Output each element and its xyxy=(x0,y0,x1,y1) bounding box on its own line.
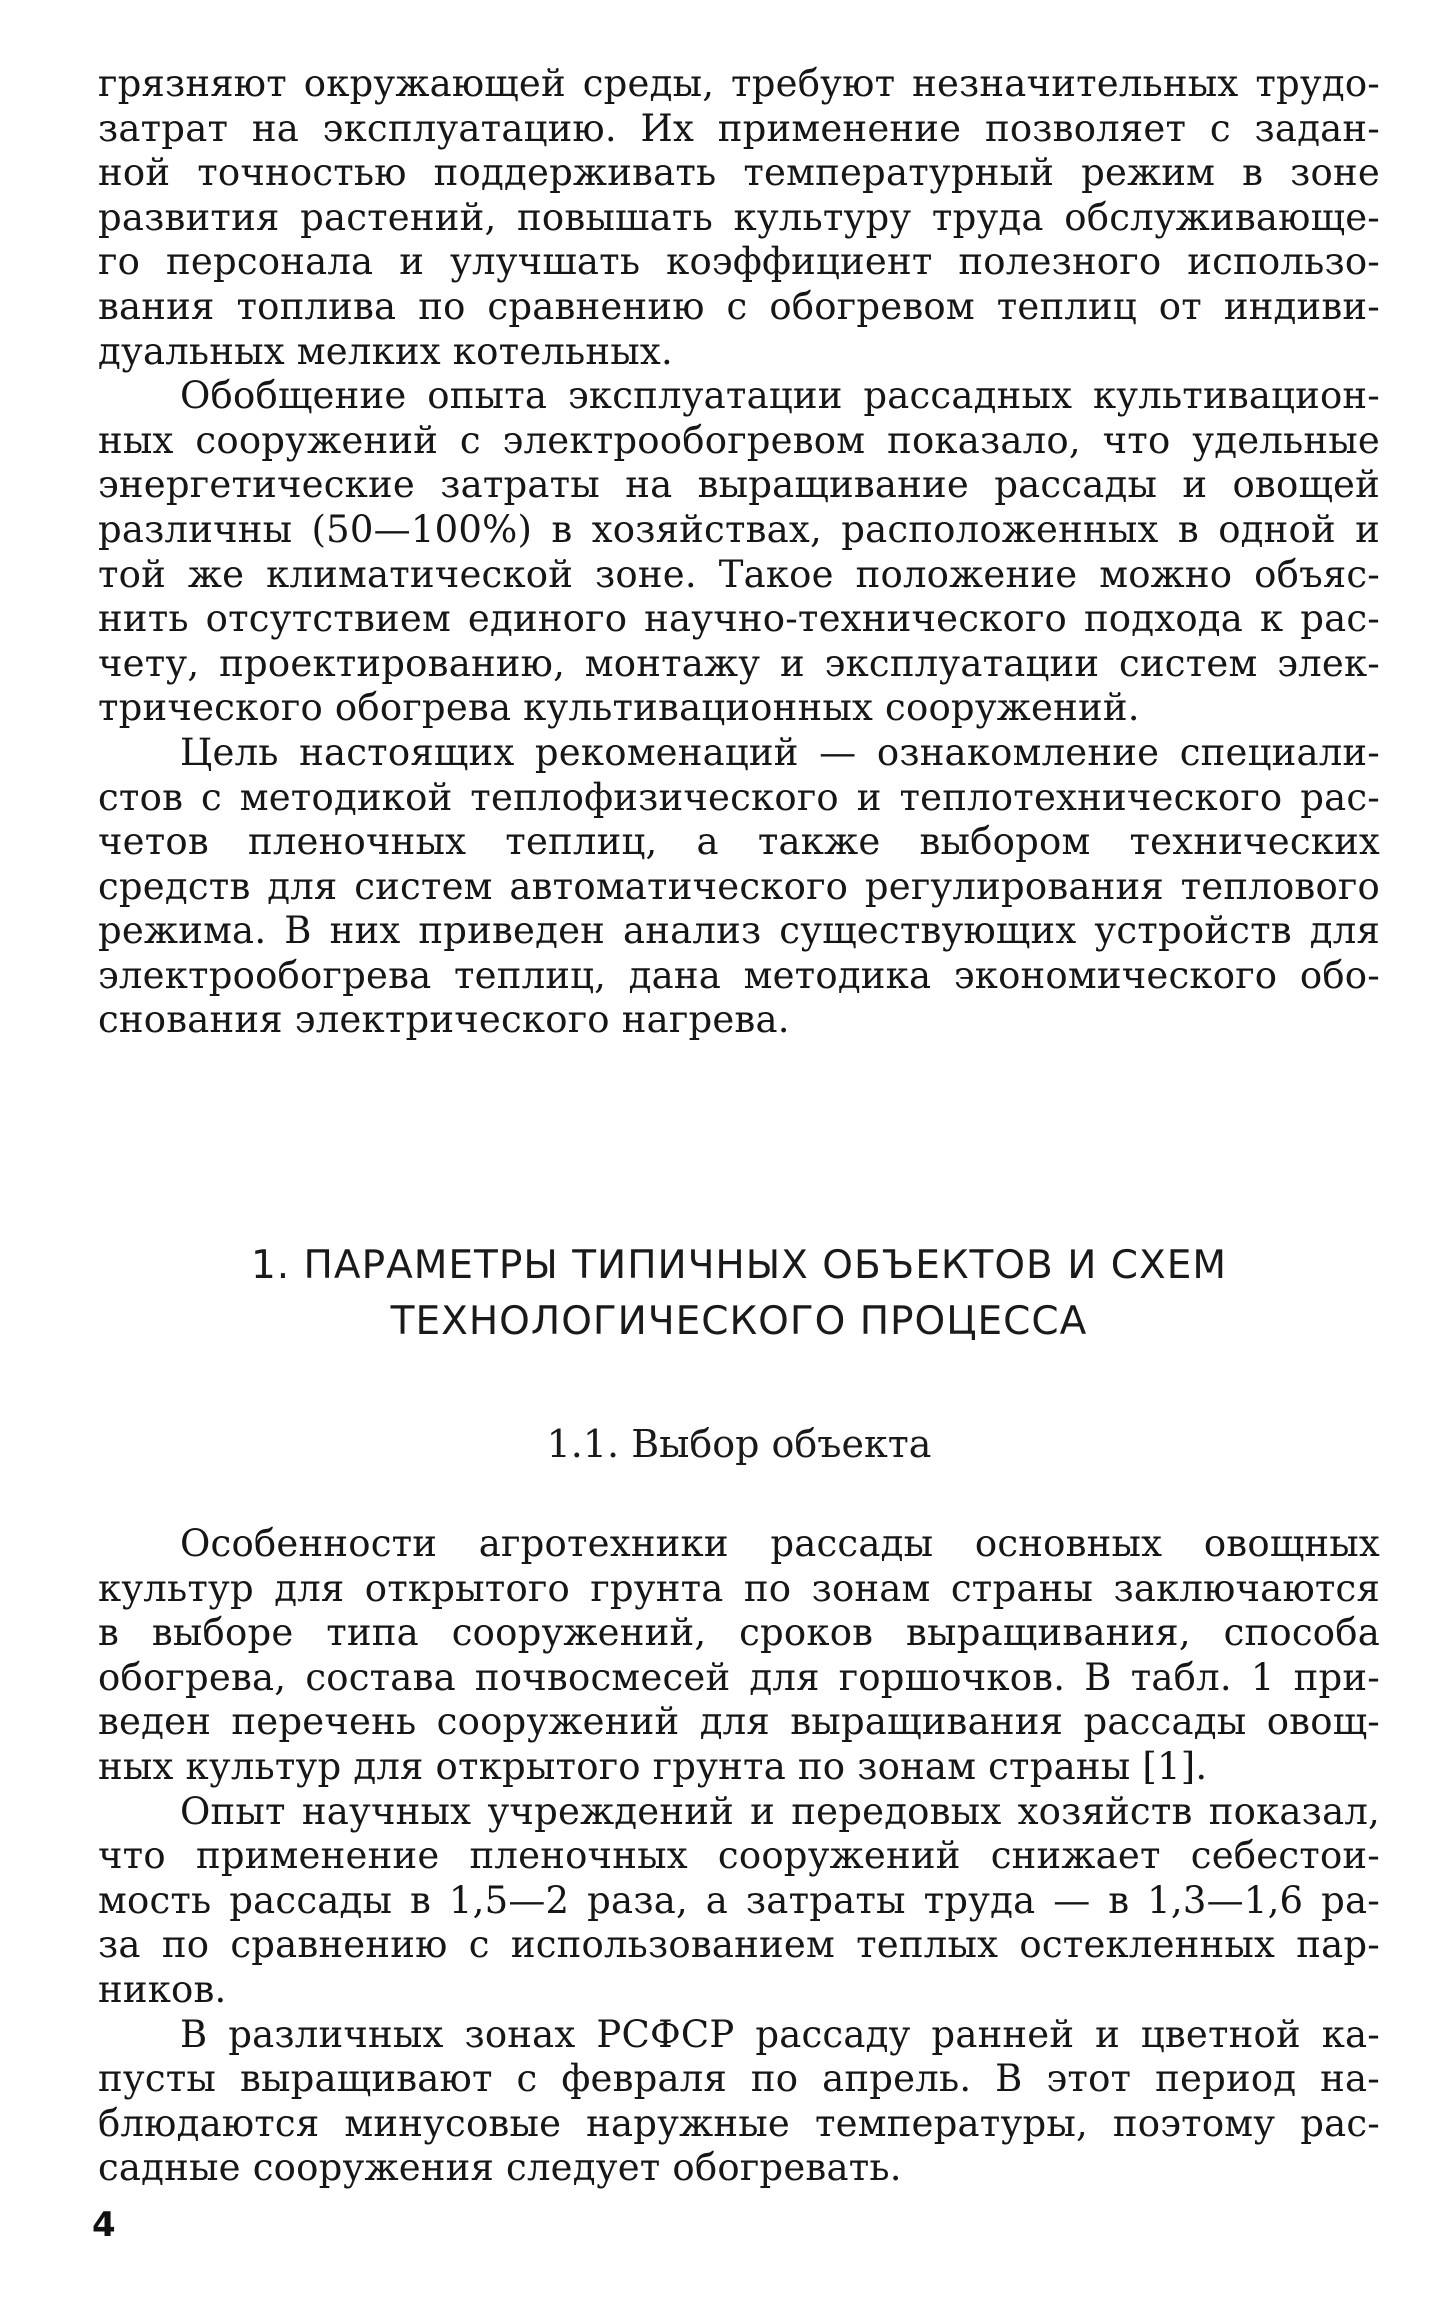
subsection-title: 1.1. Выбор объекта xyxy=(546,1422,932,1466)
text-line: за по сравнению с использованием теплых остекленных пар- xyxy=(98,1923,1380,1967)
paragraph-intro-continuation xyxy=(98,62,1380,374)
text-block-top xyxy=(98,62,1380,1043)
text-line: го персонала и улучшать коэффициент полезного использо- xyxy=(98,240,1380,284)
text-line: грязняют окружающей среды, требуют незначительных трудо- xyxy=(98,62,1380,105)
paragraph-experience-summary xyxy=(98,374,1380,731)
text-line: чету, проектированию, монтажу и эксплуатации систем элек- xyxy=(98,641,1380,685)
paragraph-agrotechnics xyxy=(98,1522,1380,1790)
text-line: ной точностью поддерживать температурный режим в зоне xyxy=(98,151,1380,195)
text-line: трического обогрева культивационных сооружений. xyxy=(98,686,1140,730)
text-line: дуальных мелких котельных. xyxy=(98,329,673,373)
text-line: В различных зонах РСФСР рассаду ранней и цветной ка- xyxy=(180,2012,1380,2056)
section-title xyxy=(98,1238,1380,1350)
text-line: в выборе типа сооружений, сроков выращивания, способа xyxy=(98,1611,1380,1655)
text-line: веден перечень сооружений для выращивания рассады овощ- xyxy=(98,1700,1380,1744)
text-line: режима. В них приведен анализ существующих устройств для xyxy=(98,909,1380,953)
text-line: мость рассады в 1,5—2 раза, а затраты труда — в 1,3—1,6 ра- xyxy=(98,1878,1380,1922)
text-line: электрообогрева теплиц, дана методика экономического обо- xyxy=(98,953,1380,997)
section-title-line: 1. ПАРАМЕТРЫ ТИПИЧНЫХ ОБЪЕКТОВ И СХЕМ xyxy=(250,1243,1228,1288)
text-line: Обобщение опыта эксплуатации рассадных культивацион- xyxy=(180,374,1380,418)
section-title-line: ТЕХНОЛОГИЧЕСКОГО ПРОЦЕССА xyxy=(390,1299,1088,1344)
text-line: ных культур для открытого грунта по зонам страны [1]. xyxy=(98,1744,1208,1788)
text-line: ников. xyxy=(98,1967,227,2011)
text-line: затрат на эксплуатацию. Их применение позволяет с задан- xyxy=(98,106,1380,150)
text-line: той же климатической зоне. Такое положение можно объяс- xyxy=(98,552,1380,596)
paragraph-film-structures xyxy=(98,1790,1380,2013)
text-line: различны (50—100%) в хозяйствах, расположенных в одной и xyxy=(98,507,1380,551)
text-line: ных сооружений с электрообогревом показало, что удельные xyxy=(98,418,1380,462)
text-line: вания топлива по сравнению с обогревом теплиц от индиви- xyxy=(98,284,1380,328)
text-line: стов с методикой теплофизического и теплотехнического рас- xyxy=(98,775,1380,819)
page-number: 4 xyxy=(92,2205,116,2245)
text-line: развития растений, повышать культуру труда обслуживающе- xyxy=(98,195,1380,239)
text-line: энергетические затраты на выращивание рассады и овощей xyxy=(98,463,1380,507)
text-line: культур для открытого грунта по зонам страны заключаются xyxy=(98,1566,1380,1610)
text-line: Цель настоящих рекоменаций — ознакомление специали- xyxy=(180,730,1380,774)
text-line: обогрева, состава почвосмесей для горшочков. В табл. 1 при- xyxy=(98,1655,1380,1699)
text-line: Особенности агротехники рассады основных овощных xyxy=(180,1522,1380,1565)
text-line: нить отсутствием единого научно-технического подхода к рас- xyxy=(98,597,1380,641)
text-line: средств для систем автоматического регулирования теплового xyxy=(98,864,1380,908)
text-line: пусты выращивают с февраля по апрель. В этот период на- xyxy=(98,2057,1380,2101)
text-line: снования электрического нагрева. xyxy=(98,998,790,1042)
text-block-bottom xyxy=(98,1522,1380,2191)
paragraph-recommendations-goal xyxy=(98,731,1380,1043)
text-line: блюдаются минусовые наружные температуры, поэтому рас- xyxy=(98,2101,1380,2145)
text-line: четов пленочных теплиц, а также выбором технических xyxy=(98,820,1380,864)
text-line: что применение пленочных сооружений снижает себестои- xyxy=(98,1834,1380,1878)
text-line: садные сооружения следует обогревать. xyxy=(98,2146,902,2190)
paragraph-cabbage-seedlings xyxy=(98,2013,1380,2191)
text-line: Опыт научных учреждений и передовых хозяйств показал, xyxy=(180,1789,1380,1833)
